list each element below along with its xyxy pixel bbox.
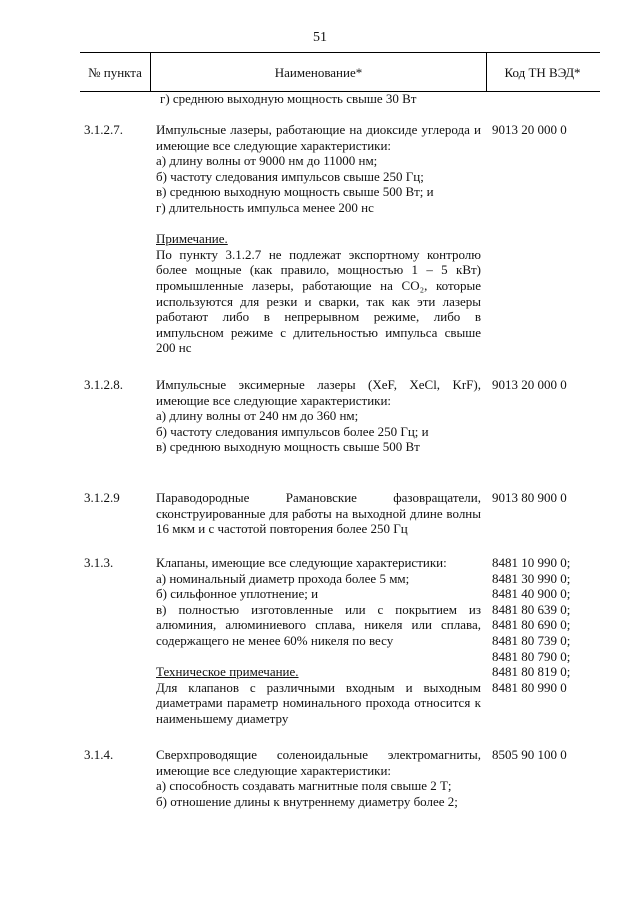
- item-number: 3.1.2.7.: [84, 122, 123, 137]
- item-description: [156, 122, 481, 356]
- tn-ved-code: 8505 90 100 0: [492, 747, 567, 762]
- tn-ved-code: 9013 20 000 0: [492, 122, 567, 137]
- item-text: в) полностью изготовленные или с покрытием из алюминия, алюминиевого сплава, никеля или сплава, содержащего не менее 60% никеля по весу: [156, 601, 481, 648]
- tn-ved-code: 9013 20 000 0: [492, 377, 567, 392]
- item-text: Импульсные эксимерные лазеры (XeF, XeCl, KrF), имеющие все следующие характеристики:: [156, 377, 481, 408]
- item-number: 3.1.2.9: [84, 490, 120, 505]
- item-number: 3.1.2.8.: [84, 377, 123, 392]
- item-text: а) номинальный диаметр прохода более 5 мм;: [156, 570, 410, 586]
- item-text: в) среднюю выходную мощность свыше 500 Вт: [156, 439, 420, 455]
- item-text: Сверхпроводящие соленоидальные электромагниты, имеющие все следующие характеристики:: [156, 747, 481, 778]
- page-number: 51: [313, 30, 327, 45]
- item-codes: [492, 747, 600, 763]
- item-text: Импульсные лазеры, работающие на диоксиде углерода и имеющие все следующие характеристики:: [156, 122, 481, 153]
- tn-ved-code: 8481 80 990 0: [492, 679, 567, 695]
- note-title: Техническое примечание.: [156, 664, 299, 680]
- item-description: [156, 555, 481, 727]
- tn-ved-code: 8481 10 990 0;: [492, 555, 571, 570]
- continuation-line: г) среднюю выходную мощность свыше 30 Вт: [160, 91, 417, 106]
- header-code-column: Код ТН ВЭД*: [504, 64, 581, 80]
- item-codes: [492, 490, 600, 506]
- item-text: Клапаны, имеющие все следующие характеристики:: [156, 555, 447, 570]
- item-text: б) сильфонное уплотнение; и: [156, 586, 319, 602]
- tn-ved-code: 8481 30 990 0;: [492, 570, 571, 586]
- tn-ved-code: 8481 80 690 0;: [492, 617, 571, 633]
- item-codes: [492, 122, 600, 138]
- item-description: [156, 747, 481, 809]
- tn-ved-code: 8481 40 900 0;: [492, 586, 571, 602]
- item-text: а) способность создавать магнитные поля свыше 2 Т;: [156, 778, 452, 794]
- item-text: а) длину волны от 240 нм до 360 нм;: [156, 408, 359, 424]
- item-text: в) среднюю выходную мощность свыше 500 Вт; и: [156, 184, 434, 200]
- item-text: б) отношение длины к внутреннему диаметру более 2;: [156, 793, 458, 809]
- note-title: Примечание.: [156, 231, 228, 247]
- tn-ved-code: 8481 80 639 0;: [492, 601, 571, 617]
- table-header: [80, 52, 600, 92]
- item-text: Параводородные Рамановские фазовращатели, сконструированные для работы на выходной длине волны 16 мкм и с частотой повторения более 250 Гц: [156, 490, 481, 537]
- tn-ved-code: 8481 80 790 0;: [492, 648, 571, 664]
- item-codes: [492, 555, 600, 695]
- item-number: 3.1.4.: [84, 747, 114, 762]
- item-text: б) частоту следования импульсов более 250 Гц; и: [156, 423, 429, 439]
- item-description: [156, 490, 481, 537]
- tn-ved-code: 9013 80 900 0: [492, 490, 567, 505]
- item-text: г) длительность импульса менее 200 нс: [156, 199, 374, 215]
- item-number: 3.1.3.: [84, 555, 114, 570]
- tn-ved-code: 8481 80 819 0;: [492, 664, 571, 680]
- item-codes: [492, 377, 600, 393]
- tn-ved-code: 8481 80 739 0;: [492, 632, 571, 648]
- item-text: б) частоту следования импульсов свыше 250 Гц;: [156, 168, 424, 184]
- header-name-column: Наименование*: [150, 53, 487, 91]
- item-description: [156, 377, 481, 455]
- header-number-column: № пункта: [88, 64, 142, 80]
- note-text: Для клапанов с различными входным и выходным диаметрами параметр номинального прохода относится к наименьшему диаметру: [156, 679, 481, 726]
- note-text: По пункту 3.1.2.7 не подлежат экспортному контролю более мощные (как правило, мощностью 1 – 5 кВт) промышленные лазеры, работающие на CO₂, которые используются для резки и сварки, так как эти лазеры работают либо в непрерывном режиме, либо в импульсном режиме с длительностью импульса свыше 200 нс: [156, 246, 481, 356]
- item-text: а) длину волны от 9000 нм до 11000 нм;: [156, 153, 378, 169]
